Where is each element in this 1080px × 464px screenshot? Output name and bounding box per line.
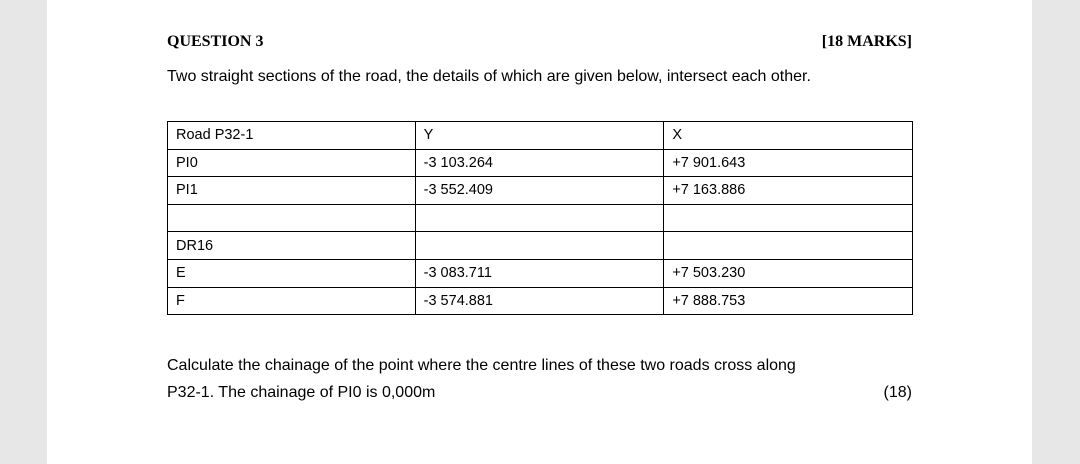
table-cell: +7 163.886 bbox=[664, 177, 913, 205]
table-row bbox=[168, 259, 913, 287]
table-cell bbox=[415, 232, 664, 260]
table-row bbox=[168, 287, 913, 315]
table-cell bbox=[168, 204, 416, 232]
table-cell: PI0 bbox=[168, 149, 416, 177]
table-row bbox=[168, 122, 913, 150]
question-marks: [18 MARKS] bbox=[821, 33, 912, 50]
question-title: QUESTION 3 bbox=[167, 33, 264, 50]
table-cell: Y bbox=[415, 122, 664, 150]
task-text bbox=[167, 352, 912, 406]
table-cell: F bbox=[168, 287, 416, 315]
table-cell: -3 574.881 bbox=[415, 287, 664, 315]
table-row bbox=[168, 232, 913, 260]
table-cell: DR16 bbox=[168, 232, 416, 260]
table-cell bbox=[664, 232, 913, 260]
table-cell: X bbox=[664, 122, 913, 150]
table-cell: +7 888.753 bbox=[664, 287, 913, 315]
table-cell: Road P32-1 bbox=[168, 122, 416, 150]
table-cell: E bbox=[168, 259, 416, 287]
table-cell: +7 901.643 bbox=[664, 149, 913, 177]
table-cell: -3 083.711 bbox=[415, 259, 664, 287]
table-cell: -3 552.409 bbox=[415, 177, 664, 205]
task-line-1: Calculate the chainage of the point where the centre lines of these two roads cross along bbox=[167, 357, 796, 374]
table-cell bbox=[664, 204, 913, 232]
table-row bbox=[168, 149, 913, 177]
task-line-2-row bbox=[167, 379, 912, 406]
task-marks: (18) bbox=[883, 384, 912, 401]
table-cell: PI1 bbox=[168, 177, 416, 205]
table-row bbox=[168, 204, 913, 232]
task-line-2: P32-1. The chainage of PI0 is 0,000m bbox=[167, 384, 436, 401]
table-row bbox=[168, 177, 913, 205]
table-cell: +7 503.230 bbox=[664, 259, 913, 287]
table-cell bbox=[415, 204, 664, 232]
table-cell: -3 103.264 bbox=[415, 149, 664, 177]
question-intro: Two straight sections of the road, the details of which are given below, intersect each other. bbox=[167, 68, 811, 85]
question-header bbox=[167, 33, 912, 51]
coordinates-table bbox=[167, 121, 913, 315]
